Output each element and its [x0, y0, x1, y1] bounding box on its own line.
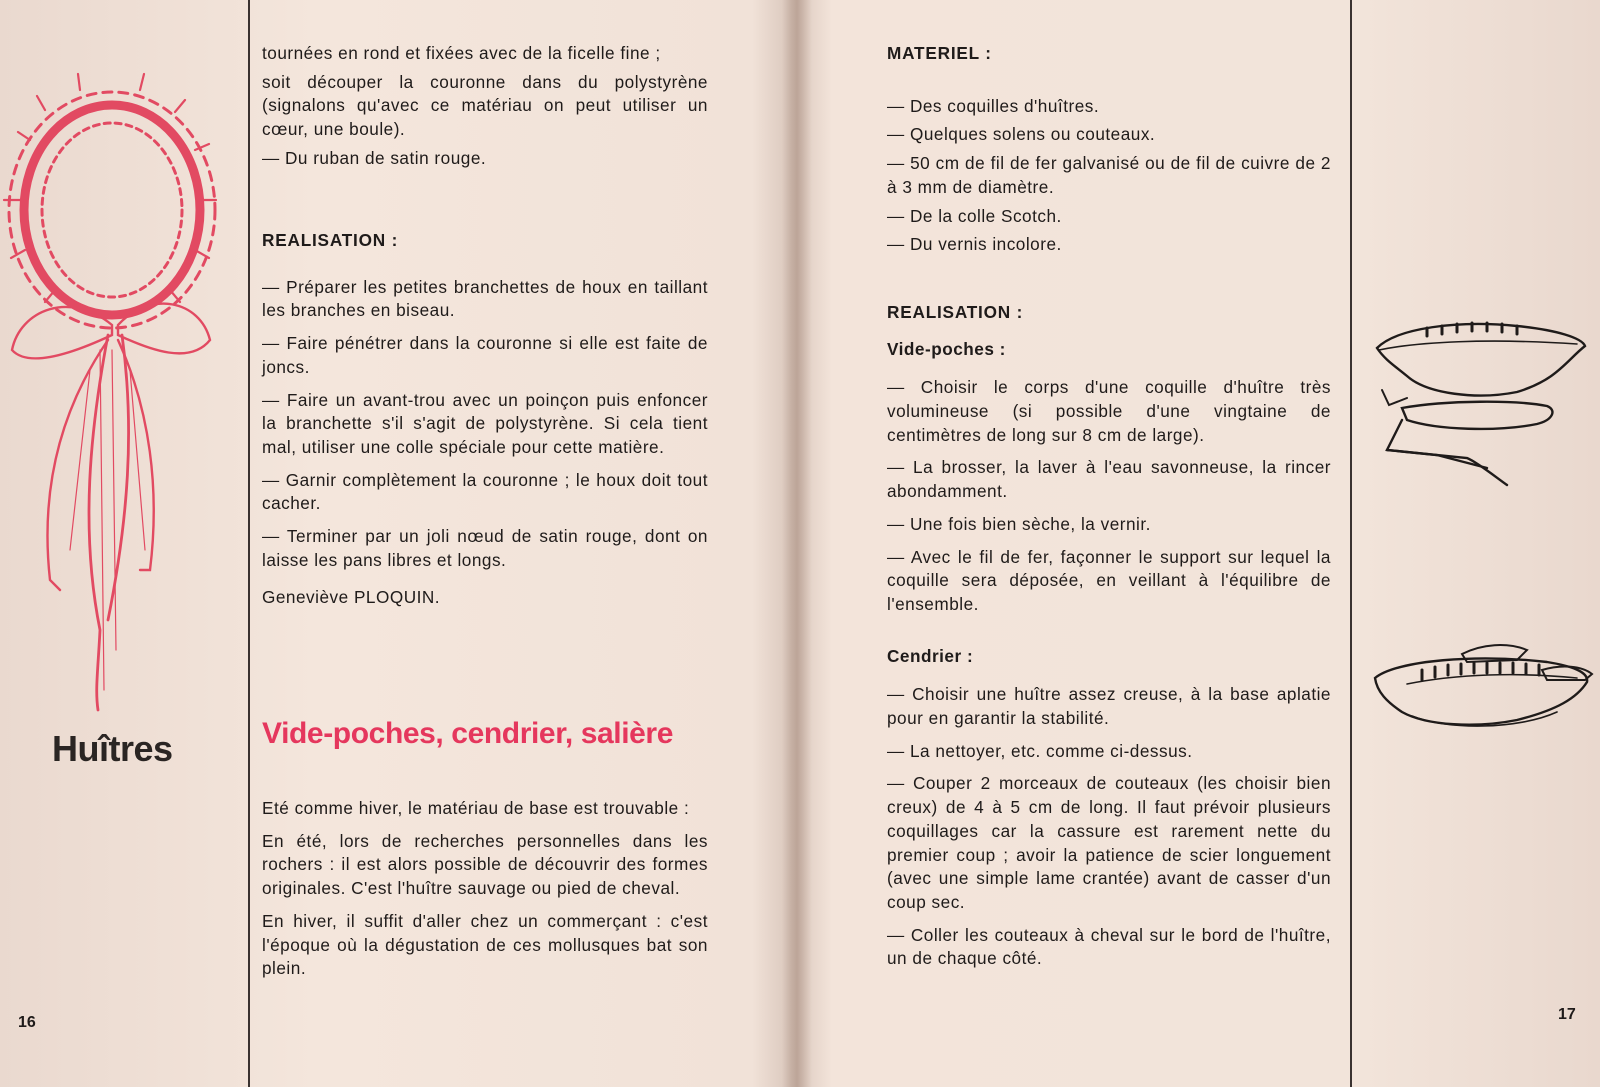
- continuation-paragraph: — Du ruban de satin rouge.: [262, 147, 487, 168]
- page-number-right: 17: [1558, 1006, 1576, 1023]
- vide-poches-item: — Une fois bien sèche, la vernir.: [887, 513, 1151, 534]
- materiel-heading: MATERIEL :: [887, 43, 992, 63]
- left-realisation-block: [262, 229, 708, 619]
- right-page: [796, 0, 1600, 1087]
- vide-poches-item: — Choisir le corps d'une coquille d'huître très volumineuse (si possible d'une vingtaine de centimètres de long sur 8 cm de large).: [887, 377, 1331, 445]
- oyster-stand-illustration: [1367, 320, 1597, 500]
- left-column-top: [262, 42, 708, 180]
- realisation-item: — Terminer par un joli nœud de satin rouge, dont on laisse les pans libres et longs.: [262, 526, 708, 570]
- materiel-item: — 50 cm de fil de fer galvanisé ou de fil de cuivre de 2 à 3 mm de diamètre.: [887, 153, 1331, 197]
- continuation-paragraph: soit découper la couronne dans du polystyrène (signalons qu'avec ce matériau on peut utiliser un cœur, une boule).: [262, 71, 708, 140]
- realisation-item: — Garnir complètement la couronne ; le houx doit tout cacher.: [262, 469, 708, 514]
- vide-poches-item: — Avec le fil de fer, façonner le support sur lequel la coquille sera déposée, en veillant à l'équilibre de l'ensemble.: [887, 546, 1331, 614]
- intro-paragraph: En hiver, il suffit d'aller chez un commerçant : c'est l'époque où la dégustation de ces mollusques bat son plein.: [262, 910, 708, 979]
- intro-paragraph: En été, lors de recherches personnelles dans les rochers : il est alors possible de découvrir des formes originales. C'est l'huître sauvage ou pied de cheval.: [262, 830, 708, 899]
- chapter-side-title: Huîtres: [52, 728, 173, 769]
- realisation-heading: REALISATION :: [887, 301, 1024, 322]
- page-number-left: 16: [18, 1014, 36, 1031]
- cendrier-item: — Coller les couteaux à cheval sur le bord de l'huître, un de chaque côté.: [887, 924, 1331, 969]
- realisation-heading: REALISATION :: [262, 230, 399, 250]
- cendrier-item: — Couper 2 morceaux de couteaux (les choisir bien creux) de 4 à 5 cm de long. Il faut prévoir plusieurs coquillages car la cassure est rarement nette du premier coup ; avoir la patience de scier longuement (avec une simple lame crantée) avant de casser d'un coup sec.: [887, 773, 1331, 912]
- materiel-item: — De la colle Scotch.: [887, 205, 1062, 226]
- cendrier-item: — La nettoyer, etc. comme ci-dessus.: [887, 740, 1193, 761]
- intro-paragraph: Eté comme hiver, le matériau de base est trouvable :: [262, 798, 690, 818]
- left-page: [0, 0, 796, 1087]
- materiel-item: — Quelques solens ou couteaux.: [887, 124, 1156, 145]
- author-signature: Geneviève PLOQUIN.: [262, 587, 441, 608]
- left-intro-block: [262, 797, 708, 990]
- vide-poches-heading: Vide-poches :: [887, 338, 1006, 359]
- vide-poches-item: — La brosser, la laver à l'eau savonneuse, la rincer abondamment.: [887, 457, 1331, 502]
- materiel-item: — Des coquilles d'huîtres.: [887, 95, 1100, 116]
- continuation-paragraph: tournées en rond et fixées avec de la ficelle fine ;: [262, 43, 661, 63]
- cendrier-item: — Choisir une huître assez creuse, à la base aplatie pour en garantir la stabilité.: [887, 684, 1331, 729]
- ashtray-illustration: [1367, 640, 1597, 750]
- right-column: [887, 42, 1331, 980]
- section-title: Vide-poches, cendrier, salière: [262, 717, 673, 750]
- materiel-item: — Du vernis incolore.: [887, 234, 1062, 255]
- holly-wreath-illustration: [0, 50, 225, 750]
- realisation-item: — Faire un avant-trou avec un poinçon puis enfoncer la branchette s'il s'agit de polystyrène. Si cela tient mal, utiliser une colle spéciale pour cette matière.: [262, 389, 708, 457]
- realisation-item: — Faire pénétrer dans la couronne si elle est faite de joncs.: [262, 333, 708, 377]
- cendrier-heading: Cendrier :: [887, 645, 974, 666]
- realisation-item: — Préparer les petites branchettes de houx en taillant les branches en biseau.: [262, 276, 708, 321]
